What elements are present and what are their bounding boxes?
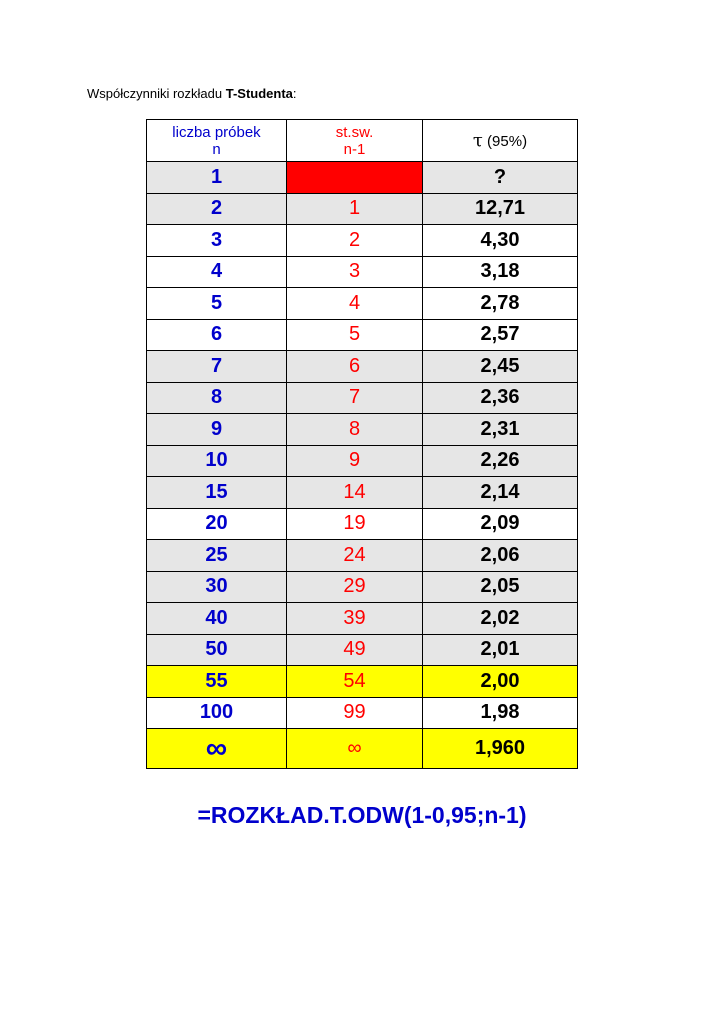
table-row <box>147 193 578 225</box>
cell-sample-count: 20 <box>147 508 287 540</box>
caption-bold: T-Studenta <box>225 86 293 101</box>
table-row <box>147 540 578 572</box>
table-row <box>147 288 578 320</box>
cell-sample-count: 100 <box>147 697 287 729</box>
table-row <box>147 319 578 351</box>
table-row <box>147 162 578 194</box>
cell-degrees-freedom: 5 <box>287 319 423 351</box>
cell-tau-value: 1,960 <box>423 729 578 769</box>
table-row <box>147 697 578 729</box>
cell-tau-value: 4,30 <box>423 225 578 257</box>
cell-tau-value: 12,71 <box>423 193 578 225</box>
header-row <box>147 120 578 162</box>
cell-sample-count: 4 <box>147 256 287 288</box>
cell-sample-count: 2 <box>147 193 287 225</box>
cell-degrees-freedom: 39 <box>287 603 423 635</box>
cell-tau-value: 2,26 <box>423 445 578 477</box>
caption-suffix: : <box>292 86 297 101</box>
cell-sample-count: 9 <box>147 414 287 446</box>
cell-degrees-freedom: 24 <box>287 540 423 572</box>
table-row <box>147 477 578 509</box>
cell-sample-count: 40 <box>147 603 287 635</box>
cell-sample-count: 10 <box>147 445 287 477</box>
caption-prefix: Współczynniki rozkładu <box>87 86 226 101</box>
table-row <box>147 666 578 698</box>
cell-degrees-freedom: 8 <box>287 414 423 446</box>
cell-tau-value: 2,06 <box>423 540 578 572</box>
cell-tau-value: 2,09 <box>423 508 578 540</box>
t-student-table <box>146 119 578 769</box>
cell-tau-value: 1,98 <box>423 697 578 729</box>
header-sample-count-line1: liczba próbek <box>172 123 261 141</box>
header-sample-count-line2: n <box>212 140 221 158</box>
cell-degrees-freedom: 0 <box>287 162 423 194</box>
cell-degrees-freedom: 2 <box>287 225 423 257</box>
header-tau-text: (95%) <box>482 132 528 150</box>
cell-degrees-freedom: 4 <box>287 288 423 320</box>
tau-symbol: τ <box>472 129 483 151</box>
cell-degrees-freedom: 9 <box>287 445 423 477</box>
cell-sample-count: ∞ <box>147 729 287 769</box>
header-tau <box>423 120 578 162</box>
cell-tau-value: 2,02 <box>423 603 578 635</box>
cell-degrees-freedom: 99 <box>287 697 423 729</box>
cell-tau-value: 2,05 <box>423 571 578 603</box>
cell-sample-count: 15 <box>147 477 287 509</box>
header-degrees-freedom-line2: n-1 <box>343 140 366 158</box>
header-sample-count <box>147 120 287 162</box>
cell-tau-value: 2,57 <box>423 319 578 351</box>
table-row <box>147 571 578 603</box>
table-row <box>147 508 578 540</box>
cell-tau-value: 2,45 <box>423 351 578 383</box>
cell-degrees-freedom: 29 <box>287 571 423 603</box>
cell-sample-count: 6 <box>147 319 287 351</box>
table-row <box>147 729 578 769</box>
cell-sample-count: 3 <box>147 225 287 257</box>
cell-sample-count: 55 <box>147 666 287 698</box>
cell-tau-value: 2,01 <box>423 634 578 666</box>
cell-sample-count: 50 <box>147 634 287 666</box>
table-row <box>147 414 578 446</box>
cell-sample-count: 25 <box>147 540 287 572</box>
cell-degrees-freedom: 14 <box>287 477 423 509</box>
cell-sample-count: 1 <box>147 162 287 194</box>
caption <box>87 86 297 101</box>
cell-degrees-freedom: 49 <box>287 634 423 666</box>
formula: =ROZKŁAD.T.ODW(1-0,95;n-1) <box>197 802 527 828</box>
cell-sample-count: 7 <box>147 351 287 383</box>
header-degrees-freedom-line1: st.sw. <box>335 123 374 141</box>
cell-sample-count: 5 <box>147 288 287 320</box>
cell-degrees-freedom: 7 <box>287 382 423 414</box>
table-row <box>147 351 578 383</box>
cell-sample-count: 30 <box>147 571 287 603</box>
header-degrees-freedom <box>287 120 423 162</box>
cell-sample-count: 8 <box>147 382 287 414</box>
cell-tau-value: ? <box>423 162 578 194</box>
cell-tau-value: 2,78 <box>423 288 578 320</box>
cell-tau-value: 3,18 <box>423 256 578 288</box>
cell-tau-value: 2,14 <box>423 477 578 509</box>
cell-tau-value: 2,31 <box>423 414 578 446</box>
cell-degrees-freedom: 54 <box>287 666 423 698</box>
table-body <box>147 120 578 769</box>
table-row <box>147 382 578 414</box>
cell-tau-value: 2,00 <box>423 666 578 698</box>
cell-degrees-freedom: 1 <box>287 193 423 225</box>
cell-degrees-freedom: 3 <box>287 256 423 288</box>
table-row <box>147 225 578 257</box>
table-row <box>147 445 578 477</box>
table-row <box>147 603 578 635</box>
cell-degrees-freedom: ∞ <box>287 729 423 769</box>
cell-degrees-freedom: 19 <box>287 508 423 540</box>
table-row <box>147 256 578 288</box>
cell-degrees-freedom: 6 <box>287 351 423 383</box>
cell-tau-value: 2,36 <box>423 382 578 414</box>
table-row <box>147 634 578 666</box>
